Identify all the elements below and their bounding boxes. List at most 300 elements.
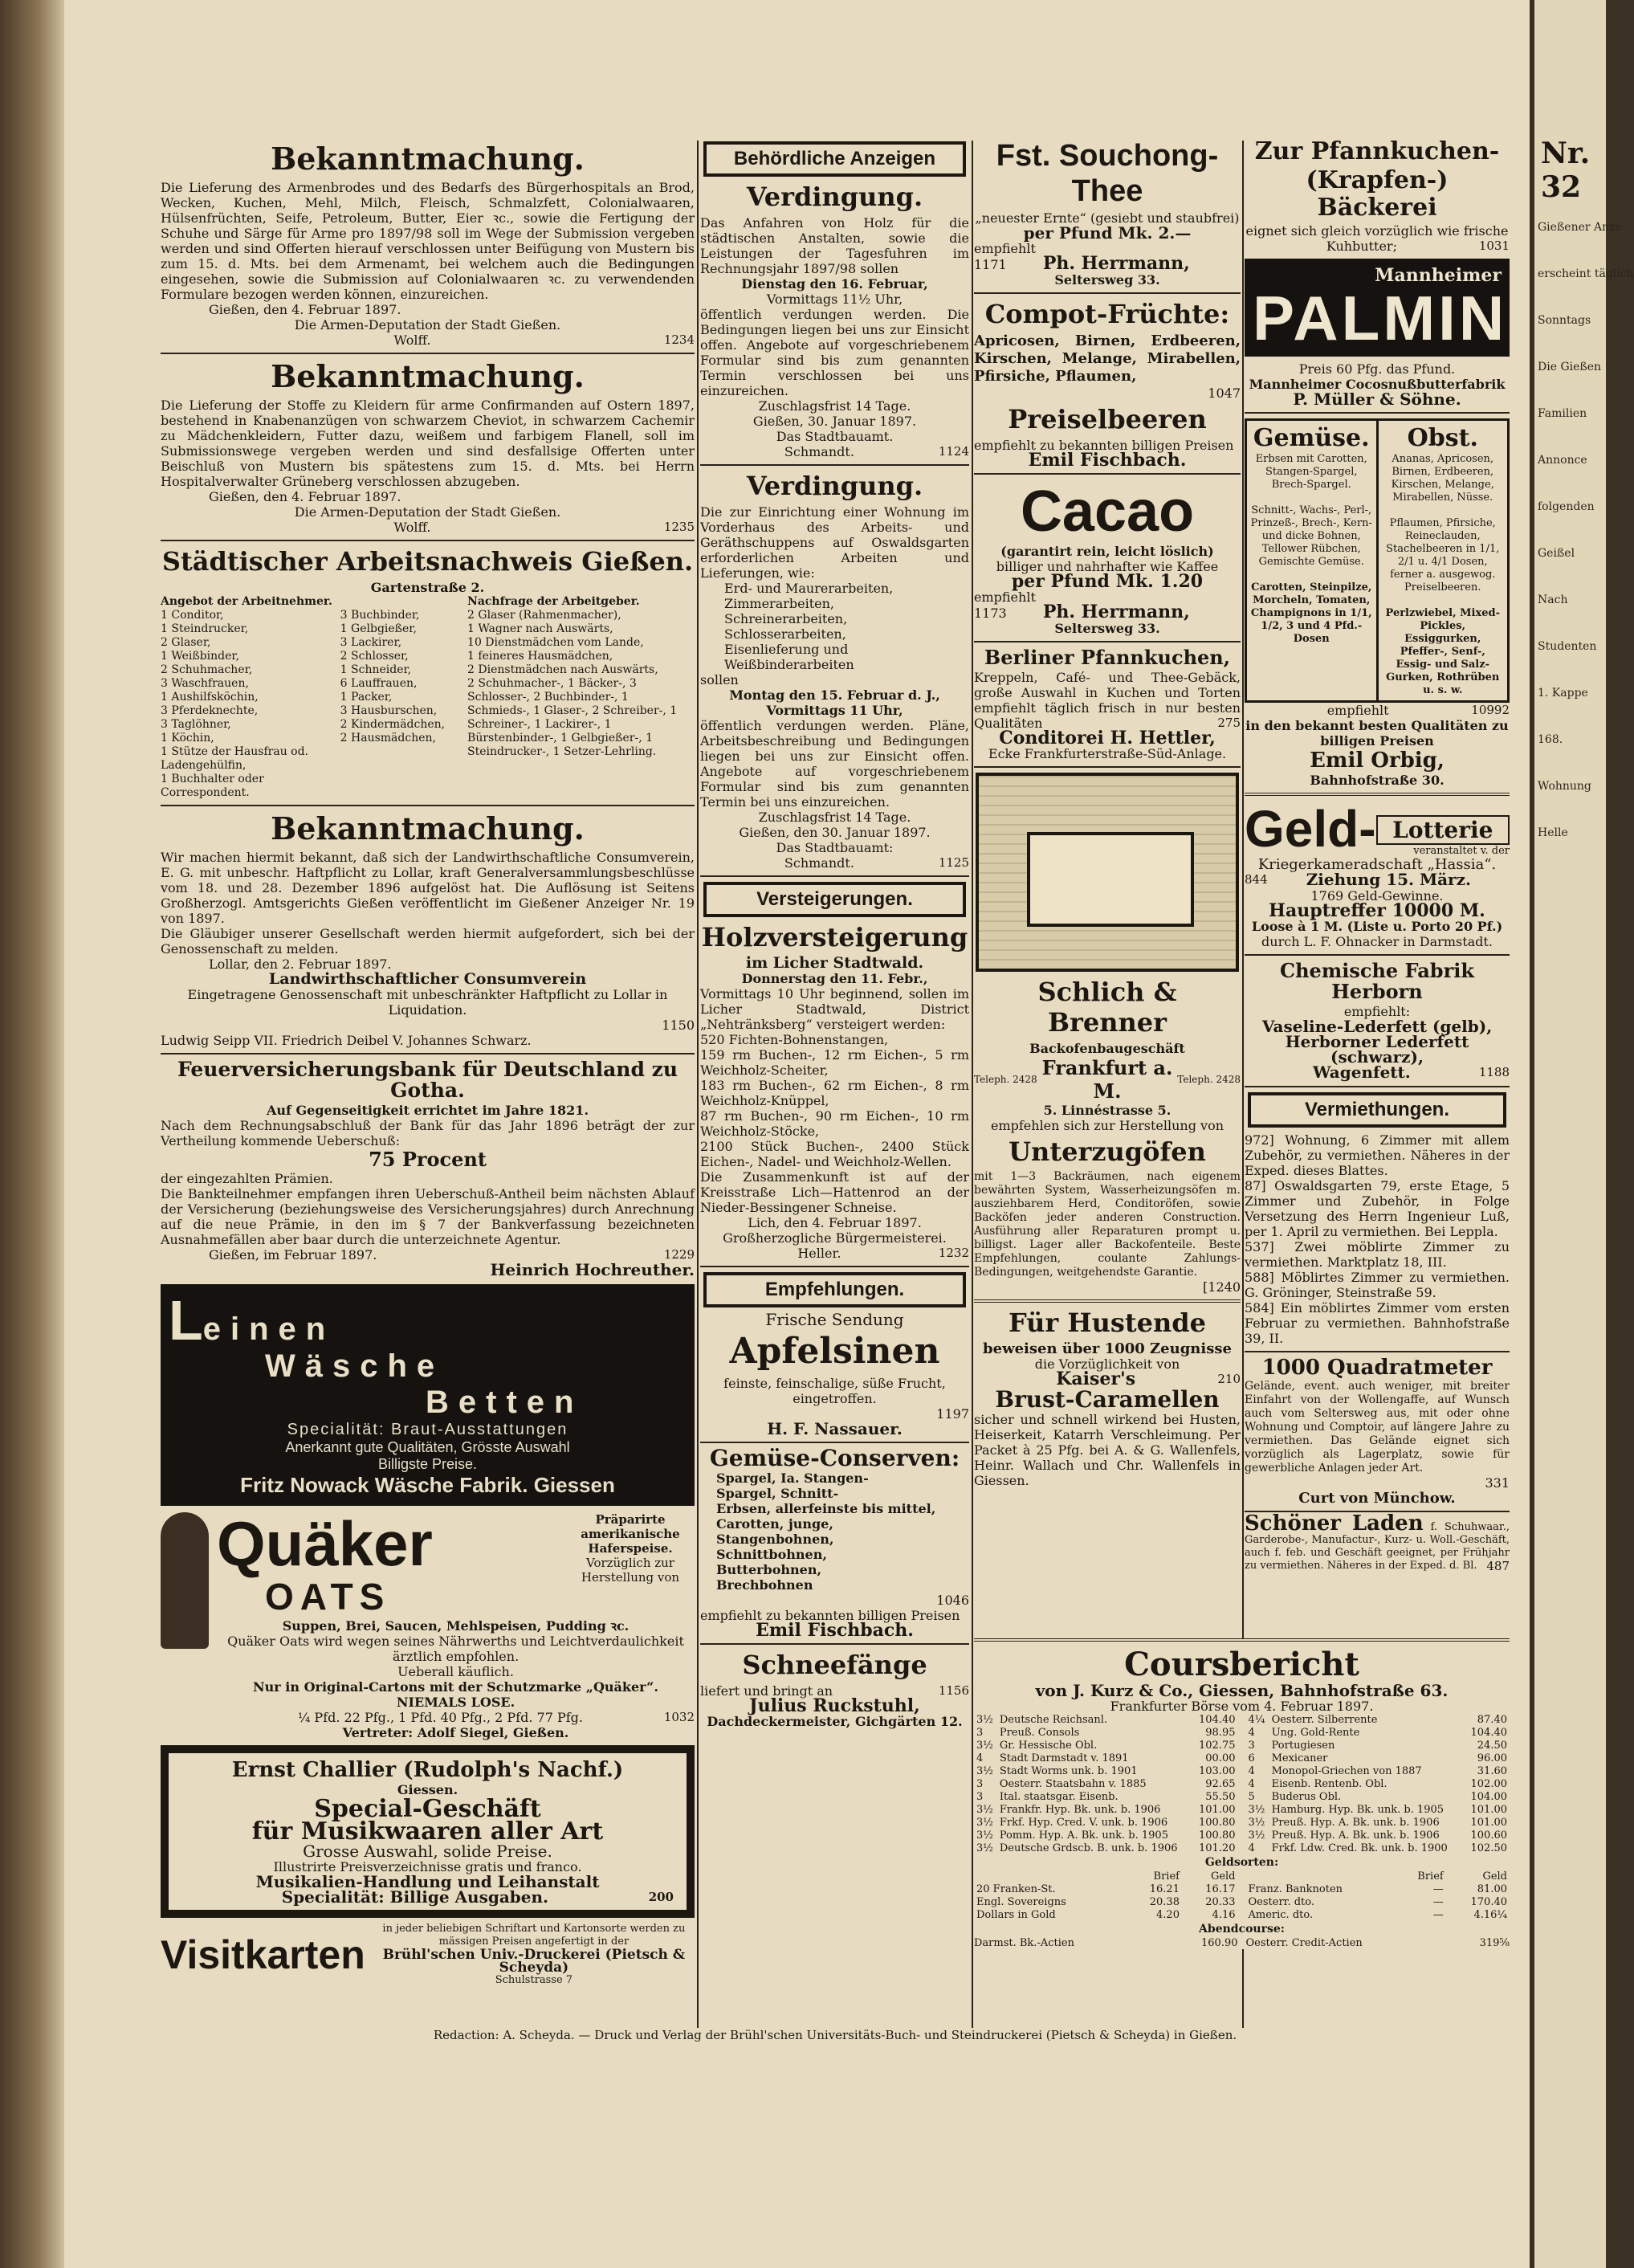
job-listing	[161, 595, 695, 800]
wood-lot-item: 520 Fichten-Bohnenstangen,	[700, 1032, 889, 1047]
ad-number: 1232	[938, 1246, 969, 1260]
vegetables-ad-line: empfiehlt	[1326, 703, 1389, 718]
job-offer-item: 1 Steindrucker,	[161, 622, 249, 635]
compote-ad-title: Compot-Früchte:	[984, 299, 1230, 329]
cacao-ad-address: Seltersweg 33.	[1054, 621, 1160, 636]
notice-org: Landwirthschaftlicher Consumverein	[268, 970, 587, 988]
notice-date: Lollar, den 2. Februar 1897.	[209, 957, 392, 972]
shop-ad	[1245, 1511, 1510, 1573]
stock-row	[974, 1765, 1238, 1778]
notice-signature: Das Stadtbauamt.	[776, 429, 894, 444]
lottery-draw-date: Ziehung 15. März.	[1306, 870, 1471, 889]
section-header: Empfehlungen.	[703, 1272, 966, 1307]
table-cell: 101.00	[1199, 1804, 1236, 1816]
table-cell: 100.80	[1199, 1829, 1236, 1842]
job-offer-item: 1 Stütze der Hausfrau od. Ladengehülfin,	[161, 745, 309, 772]
table-cell: 4	[1248, 1842, 1255, 1854]
imprint-footer: Redaction: A. Scheyda. — Druck und Verlag der Brühl'schen Universitäts-Buch- und Steindruckerei (Pietsch & Scheyda) in Gießen.	[433, 2028, 1237, 2042]
table-cell: 5	[1248, 1791, 1255, 1803]
table-cell: 103.00	[1199, 1765, 1236, 1777]
table-cell: Ital. staatsgar. Eisenb.	[999, 1791, 1119, 1803]
wood-lot-item: 87 rm Buchen-, 90 rm Eichen-, 10 rm Weichholz-Stöcke,	[700, 1108, 969, 1139]
quaker-tagline: Vorzüglich zur Herstellung von	[581, 1556, 680, 1585]
work-item: Erd- und Maurerarbeiten,	[724, 581, 894, 596]
linen-ad-word: Wäsche	[265, 1348, 445, 1384]
auction-date: Donnerstag den 11. Febr.,	[741, 971, 928, 986]
palmin-ad-price: Preis 60 Pfg. das Pfund.	[1298, 361, 1456, 377]
table-cell: 55.50	[1205, 1791, 1236, 1803]
tea-ad-address: Seltersweg 33.	[1054, 272, 1160, 288]
job-offer-item: 6 Lauffrauen,	[340, 677, 418, 690]
rental-listing: 584] Ein möblirtes Zimmer vom ersten Februar zu vermiethen. Bahnhofstraße 39, II.	[1245, 1300, 1510, 1346]
work-item: Schreinerarbeiten,	[724, 611, 848, 626]
evening-stock-name: Oesterr. Credit-Actien	[1245, 1937, 1363, 1949]
table-cell: 102.00	[1470, 1778, 1507, 1790]
notice-text: Wir machen hiermit bekannt, daß sich der Landwirthschaftliche Consumverein, E. G. mit unbeschr. Haftpflicht zu Lollar, kraft Generalversammlungsbeschlüsse vom 18. und 28. Dezember 1896 aufgelöst hat. Die Auflösung ist Seitens Großherzogl. Amtsgerichts Gießen veröffentlicht im Gießener Anzeiger Nr. 19 von 1897.	[161, 850, 695, 926]
stock-row	[1246, 1740, 1510, 1752]
linen-ad-word: Betten	[426, 1385, 584, 1420]
fruit-list: Ananas, Apricosen, Birnen, Erdbeeren, Kirschen, Melange, Mirabellen, Nüsse.	[1391, 453, 1494, 504]
auction-text: Vormittags 10 Uhr beginnend, sollen im Licher Stadtwald, District „Nehtränksberg“ versteigert werden:	[700, 986, 969, 1032]
conserve-item: Schnittbohnen,	[716, 1547, 827, 1562]
ad-number: 1156	[938, 1683, 969, 1698]
table-cell: 3½	[976, 1714, 993, 1726]
oven-ad-product: Unterzugöfen	[1009, 1136, 1206, 1167]
ad-number: 1234	[663, 332, 695, 347]
table-cell: 6	[1248, 1752, 1255, 1764]
vegetables-ad-line: in den bekannt besten Qualitäten zu billigen Preisen	[1245, 718, 1509, 749]
stock-row	[974, 1842, 1238, 1855]
lottery-line: 1769 Geld-Gewinne.	[1310, 888, 1444, 904]
table-cell: 4	[976, 1752, 984, 1764]
adjacent-page-fragment: Annonce	[1538, 454, 1587, 467]
table-cell: Stadt Worms unk. b. 1901	[999, 1765, 1138, 1777]
vegetables-heading: Gemüse.	[1253, 424, 1370, 452]
auction-signature: Großherzogliche Bürgermeisterei.	[723, 1230, 947, 1246]
conserves-ad-merchant: Emil Fischbach.	[756, 1620, 914, 1641]
table-cell: 16.17	[1205, 1883, 1236, 1895]
notice-text: Die Lieferung des Armenbrodes und des Bedarfs des Bürgerhospitals an Brod, Wecken, Kuchen, Mehl, Milch, Fleisch, Schmalzfett, Colonialwaaren, Hülsenfrüchten, Seife, Petroleum, Butter, Eier ꝛc., sowie die Fertigung der Schuhe und Särge für Arme pro 1897/98 soll im Wege der Submission vergeben werden und sind Offerten hierauf verschlossen unter Beifügung von Mustern bis zum 15. d. Mts. bei dem Armenamt, bei welchem auch die Bedingungen eingesehen, sowie die Submission auf Colonialwaaren ꝛc. zu verwendenden Formulare bezogen werden können, einzureichen.	[161, 180, 695, 302]
notice-name: Wolff.	[393, 332, 431, 348]
work-item: Weißbinderarbeiten	[724, 657, 854, 672]
notice-org-detail: Eingetragene Genossenschaft mit unbeschränkter Haftpflicht zu Lollar in Liquidation.	[187, 987, 668, 1018]
shop-ad-title: Schöner Laden	[1245, 1511, 1424, 1536]
table-cell: Stadt Darmstadt v. 1891	[999, 1752, 1129, 1764]
table-cell: 3½	[976, 1765, 993, 1777]
job-offer-item: 2 Hausmädchen,	[340, 732, 436, 744]
conserves-ad-title: Gemüse-Conserven:	[709, 1445, 960, 1471]
music-shop-line: Grosse Auswahl, solide Preise.	[303, 1842, 552, 1861]
music-shop-line: für Musikwaaren aller Art	[251, 1817, 604, 1846]
job-offer-item: 1 Conditor,	[161, 609, 224, 622]
notice-date: Dienstag den 16. Februar,	[741, 276, 928, 292]
palmin-logo-box	[1245, 259, 1510, 357]
table-cell: —	[1432, 1883, 1444, 1895]
palmin-ad-heading: (Krapfen-) Bäckerei	[1306, 166, 1449, 222]
notice-name: Heinrich Hochreuther.	[490, 1260, 695, 1279]
table-cell: Deutsche Reichsanl.	[999, 1714, 1108, 1726]
table-cell: 104.40	[1470, 1727, 1507, 1739]
quaker-text: Ueberall käuflich.	[397, 1664, 514, 1679]
notice-date: Gießen, 30. Januar 1897.	[752, 414, 917, 429]
table-cell: Oesterr. Staatsbahn v. 1885	[999, 1778, 1147, 1790]
table-cell: Dollars in Gold	[976, 1909, 1056, 1921]
table-cell: 3	[1248, 1740, 1255, 1752]
conserve-item: Carotten, junge,	[716, 1516, 833, 1532]
notice-text: öffentlich verdungen werden. Pläne, Arbeitsbeschreibung und Bedingungen liegen bei uns zur Einsicht offen. Angebote auf vorgeschriebenem Formular sind bis zum genannten Termin bei uns einzureichen.	[700, 718, 969, 810]
adjacent-page-fragment: 168.	[1538, 733, 1563, 746]
column-rule	[697, 141, 699, 2028]
stock-row	[974, 1752, 1238, 1765]
notice-text: der eingezahlten Prämien.	[161, 1171, 333, 1186]
stock-row	[974, 1778, 1238, 1791]
stock-row	[1246, 1791, 1510, 1804]
quaker-text: Nur in Original-Cartons mit der Schutzmarke „Quäker“.	[253, 1679, 658, 1695]
notice-date: Gießen, den 4. Februar 1897.	[209, 302, 401, 317]
adjacent-page-fragment: folgenden	[1538, 500, 1595, 513]
stock-currency-heading: Geldsorten:	[1204, 1856, 1279, 1869]
conserve-item: Butterbohnen,	[716, 1562, 822, 1577]
tea-ad-merchant: Ph. Herrmann,	[1042, 253, 1190, 274]
compote-ad-merchant: Emil Fischbach.	[1028, 450, 1187, 471]
wood-lot-item: 183 rm Buchen-, 62 rm Eichen-, 8 rm Weichholz-Knüppel,	[700, 1078, 969, 1108]
stock-row	[1246, 1842, 1510, 1855]
notice-title: Bekanntmachung.	[271, 141, 585, 177]
lottery-jackpot: Hauptreffer 10000 M.	[1269, 900, 1485, 921]
stock-row	[974, 1804, 1238, 1817]
notice-name: Schmandt.	[784, 444, 854, 459]
job-offer-item: 3 Hausburschen,	[340, 704, 438, 717]
linen-ad-company: Fritz Nowack Wäsche Fabrik. Giessen	[240, 1473, 615, 1497]
job-offer-item: 3 Buchbinder,	[340, 609, 420, 622]
job-offer-item: 1 Buchhalter oder Correspondent.	[161, 773, 264, 799]
ad-number: 1173	[974, 606, 1007, 621]
bakery-ad-merchant: Conditorei H. Hettler,	[999, 728, 1216, 749]
currency-row	[1246, 1883, 1510, 1896]
table-cell: Deutsche Grdscb. B. unk. b. 1906	[999, 1842, 1178, 1854]
table-cell: 104.40	[1199, 1714, 1236, 1726]
table-cell: 98.95	[1205, 1727, 1236, 1739]
job-offer-item: 1 Weißbinder,	[161, 650, 240, 663]
stock-row	[974, 1714, 1238, 1727]
section-header: Versteigerungen.	[703, 882, 966, 917]
cough-ad-title: Für Hustende	[1008, 1307, 1207, 1338]
table-cell: 3	[976, 1778, 984, 1790]
stock-row	[1246, 1714, 1510, 1727]
vegetables-ad-merchant: Emil Orbig,	[1310, 749, 1445, 773]
notice-signature: Die Armen-Deputation der Stadt Gießen.	[294, 504, 561, 520]
notice-title: Städtischer Arbeitsnachweis Gießen.	[161, 546, 694, 577]
ad-number: 1124	[938, 444, 969, 459]
job-demand-item: 2 Glaser (Rahmenmacher),	[467, 609, 621, 622]
cacao-ad-line: empfiehlt	[974, 589, 1036, 605]
cough-ad-text: sicher und schnell wirkend bei Husten, Heiserkeit, Katarrh Verschleimung. Per Packet à 25 Pfg. bei A. & G. Wallenfels, Heinr. Wallach und Chr. Wallenfels in Giessen.	[974, 1412, 1241, 1488]
work-item: Zimmerarbeiten,	[724, 596, 834, 611]
adjacent-page-fragment: Geißel	[1538, 547, 1575, 560]
job-offer-item: 1 Schneider,	[340, 663, 412, 676]
vegetables-ad-address: Bahnhofstraße 30.	[1310, 773, 1445, 788]
job-demand-item: 10 Dienstmädchen vom Lande,	[467, 636, 644, 649]
adjacent-page-fragment: Die Gießen	[1538, 361, 1602, 373]
fruit-list: Perlzwiebel, Mixed-Pickles, Essiggurken, Pfeffer-, Senf-, Essig- und Salz-Gurken, Rothrüben u. s. w.	[1385, 607, 1500, 696]
oven-ad-phone: Teleph. 2428	[974, 1074, 1037, 1085]
adjacent-page-number: Nr. 32	[1541, 137, 1591, 204]
auction-date: Lich, den 4. Februar 1897.	[748, 1215, 922, 1230]
adjacent-page-fragment: Familien	[1538, 407, 1587, 420]
oranges-ad-line: Frische Sendung	[765, 1310, 904, 1329]
adjacent-page-fragment: erscheint täglich	[1538, 267, 1634, 280]
table-cell: 3½	[1248, 1804, 1265, 1816]
quaker-oats-ad	[161, 1508, 695, 1740]
visiting-cards-title: Visitkarten	[161, 1932, 365, 1977]
stock-report-date: Frankfurter Börse vom 4. Februar 1897.	[1110, 1699, 1374, 1714]
linen-ad-line: Billigste Preise.	[377, 1456, 478, 1472]
notice-text: sollen	[700, 672, 739, 687]
table-cell: Preuß. Consols	[999, 1727, 1080, 1739]
notice-date: Montag den 15. Februar d. J., Vormittags 11 Uhr,	[729, 687, 940, 718]
table-cell: 4	[1248, 1765, 1255, 1777]
ad-number: 1032	[663, 1710, 695, 1724]
lottery-title-word: Lotterie	[1376, 815, 1510, 845]
palmin-ad-company: Mannheimer Cocosnußbutterfabrik	[1249, 377, 1506, 392]
vegetables-list: Carotten, Steinpilze, Morcheln, Tomaten, Champignons in 1/1, 1/2, 3 und 4 Pfd.-Dosen	[1250, 581, 1372, 645]
ad-number: 331	[1485, 1475, 1510, 1491]
auction-name: Heller.	[797, 1246, 841, 1261]
wood-lot-item: 2100 Stück Buchen-, 2400 Stück Eichen-, Nadel- und Weichholz-Wellen.	[700, 1139, 969, 1169]
lottery-ad	[1245, 801, 1510, 857]
palmin-ad-line: eignet sich gleich vorzüglich wie frische Kuhbutter;	[1245, 223, 1509, 254]
table-cell: Americ. dto.	[1248, 1909, 1314, 1921]
ad-number: 1150	[662, 1018, 695, 1033]
compote-ad-list: Apricosen, Birnen, Erdbeeren, Kirschen, Melange, Mirabellen, Pfirsiche, Pflaumen,	[974, 332, 1241, 385]
notice-title: Verdingung.	[746, 471, 923, 501]
notice-text: Die zur Einrichtung einer Wohnung im Vorderhaus des Arbeits- und Geräthschuppens auf Oswaldsgarten erforderlichen Arbeiten und Lieferungen, wie:	[700, 504, 969, 581]
table-cell: 3	[976, 1727, 984, 1739]
music-shop-line: Musikalien-Handlung und Leihanstalt	[255, 1872, 600, 1891]
table-cell: 3½	[976, 1804, 993, 1816]
adjacent-page-fragment: 1. Kappe	[1538, 687, 1588, 700]
notice-signature: Das Stadtbauamt:	[776, 840, 894, 855]
wood-lot-item: 159 rm Buchen-, 12 rm Eichen-, 5 rm Weichholz-Scheiter,	[700, 1047, 969, 1078]
table-cell	[1246, 1870, 1399, 1883]
ad-number: [1240	[1203, 1279, 1241, 1295]
table-cell: 31.60	[1477, 1765, 1507, 1777]
cough-ad-line: die Vorzüglichkeit von	[1034, 1356, 1180, 1372]
table-cell: 81.00	[1477, 1883, 1507, 1895]
table-cell: Preuß. Hyp. A. Bk. unk. b. 1906	[1271, 1829, 1440, 1842]
table-cell: 96.00	[1477, 1752, 1507, 1764]
palmin-ad-owner: P. Müller & Söhne.	[1293, 390, 1461, 409]
quaker-prices: ¼ Pfd. 22 Pfg., 1 Pfd. 40 Pfg., 2 Pfd. 77 Pfg.	[297, 1710, 583, 1725]
ad-number: 200	[648, 1890, 674, 1904]
stock-report-title: Coursbericht	[1124, 1646, 1359, 1683]
linen-ad	[161, 1284, 695, 1506]
table-cell: Monopol-Griechen von 1887	[1271, 1765, 1422, 1777]
table-cell: 3½	[976, 1842, 993, 1854]
notice-name: Wolff.	[393, 520, 431, 535]
column-rule	[972, 141, 973, 2028]
ad-number: 1125	[938, 855, 969, 870]
table-cell: 87.40	[1477, 1714, 1507, 1726]
cough-ad-brand: Kaiser's	[1056, 1369, 1136, 1389]
table-cell: Eisenb. Rentenb. Obl.	[1271, 1778, 1387, 1790]
table-cell: Frkf. Hyp. Cred. V. unk. b. 1906	[999, 1817, 1168, 1829]
visiting-cards-printer: Brühl'schen Univ.-Druckerei (Pietsch & Scheyda)	[382, 1947, 686, 1976]
notice-title: Verdingung.	[746, 182, 923, 212]
column-1	[161, 137, 695, 1987]
quaker-text: NIEMALS LOSE.	[396, 1695, 515, 1710]
notice-subtitle: Auf Gegenseitigkeit errichtet im Jahre 1821.	[266, 1103, 589, 1118]
table-cell: Buderus Obl.	[1271, 1791, 1342, 1803]
bakery-ad-address: Ecke Frankfurterstraße-Süd-Anlage.	[988, 746, 1227, 761]
job-offer-item: 2 Kindermädchen,	[340, 718, 446, 731]
table-cell: Oesterr. dto.	[1248, 1896, 1314, 1908]
notice-title: Bekanntmachung.	[271, 358, 585, 394]
quaker-agent: Vertreter: Adolf Siegel, Gießen.	[342, 1725, 569, 1740]
shop-ad-text: f. Schuhwaar., Garderobe-, Manufactur-, Kurz- u. Woll.-Geschäft, auch f. feb. und Geschäft geeignet, per Frühjahr zu vermiethen. Näheres in der Exped. d. Bl.	[1245, 1521, 1510, 1572]
linen-ad-word: einen	[202, 1311, 336, 1347]
stock-evening-heading: Abendcourse:	[1199, 1923, 1285, 1936]
notice-deadline: Zuschlagsfrist 14 Tage.	[758, 810, 911, 825]
notice-text: Das Anfahren von Holz für die städtischen Anstalten, sowie die Leistungen der Tagesfuhren im Rechnungsjahr 1897/98 sollen	[700, 215, 969, 276]
ad-number: 10992	[1471, 703, 1510, 717]
quaker-text: Quäker Oats wird wegen seines Nährwerths und Leichtverdaulichkeit ärztlich empfohlen.	[227, 1634, 684, 1664]
ad-number: 1031	[1478, 239, 1510, 253]
evening-stock-value: 319⅝	[1479, 1937, 1510, 1949]
lottery-organizer: Kriegerkameradschaft „Hassia“.	[1257, 856, 1497, 873]
visiting-cards-address: Schulstrasse 7	[495, 1974, 573, 1986]
oven-ad-phone: Teleph. 2428	[1177, 1074, 1241, 1085]
lottery-title: Geld-	[1245, 800, 1376, 858]
ad-number: 1229	[663, 1247, 695, 1262]
table-cell: 00.00	[1205, 1752, 1236, 1764]
ad-number: 1188	[1478, 1065, 1510, 1079]
stock-row	[1246, 1804, 1510, 1817]
stock-row	[1246, 1765, 1510, 1778]
notice-names: Ludwig Seipp VII. Friedrich Deibel V. Johannes Schwarz.	[161, 1033, 532, 1048]
visiting-cards-ad	[161, 1923, 695, 1987]
rental-listing: 588] Möblirtes Zimmer zu vermiethen. G. Gröninger, Steinstraße 59.	[1245, 1270, 1510, 1300]
job-offer-item: 3 Taglöhner,	[161, 718, 231, 731]
work-item: Eisenlieferung und	[724, 642, 849, 657]
music-shop-name: Ernst Challier (Rudolph's Nachf.)	[231, 1758, 624, 1782]
notice-deadline: Zuschlagsfrist 14 Tage.	[758, 398, 911, 414]
vegetables-fruit-ad	[1245, 418, 1510, 703]
currency-table-left	[974, 1870, 1238, 1922]
ad-number: 1235	[663, 520, 695, 534]
ad-number: 1197	[936, 1406, 969, 1422]
conserves-ad-line: empfiehlt zu bekannten billigen Preisen	[700, 1608, 960, 1623]
stock-row	[974, 1829, 1238, 1842]
tea-ad-price: per Pfund Mk. 2.—	[1023, 223, 1192, 243]
conserve-item: Spargel, Schnitt-	[716, 1486, 839, 1501]
book-spine	[0, 0, 64, 2268]
table-cell: 3½	[1248, 1817, 1265, 1829]
currency-table-right	[1246, 1870, 1510, 1922]
cacao-ad-line: (garantirt rein, leicht löslich)	[1000, 544, 1214, 559]
cacao-ad-title: Cacao	[1020, 479, 1195, 544]
table-cell: 102.50	[1470, 1842, 1507, 1854]
music-shop-line: Specialität: Billige Ausgaben.	[281, 1887, 548, 1907]
evening-stock-name: Darmst. Bk.-Actien	[974, 1937, 1074, 1949]
conserve-item: Brechbohnen	[716, 1577, 813, 1593]
adjacent-page-fragment: Helle	[1538, 826, 1568, 839]
table-cell: Hamburg. Hyp. Bk. unk. b. 1905	[1271, 1804, 1445, 1816]
notice-text: Die Gläubiger unserer Gesellschaft werden hiermit aufgefordert, sich bei der Genossenschaft zu melden.	[161, 926, 695, 957]
table-cell	[974, 1870, 1126, 1883]
vegetables-list: Schnitt-, Wachs-, Perl-, Prinzeß-, Brech-, Kern- und dicke Bohnen, Tellower Rübchen, Gemischte Gemüse.	[1250, 504, 1372, 568]
table-cell: 20.33	[1205, 1896, 1236, 1908]
table-cell: 101.00	[1470, 1804, 1507, 1816]
stock-report-issuer: von J. Kurz & Co., Giessen, Bahnhofstraße 63.	[1035, 1681, 1449, 1700]
auction-title: Holzversteigerung	[701, 922, 968, 952]
chemical-ad-product: Wagenfett.	[1313, 1063, 1411, 1082]
notice-name: Schmandt.	[784, 855, 854, 871]
music-shop-line: Illustrirte Preisverzeichnisse gratis und franco.	[273, 1859, 582, 1874]
adjacent-page-fragment: Gießener Anze	[1538, 221, 1622, 234]
adjacent-page-fragment: Nach	[1538, 594, 1568, 606]
table-cell: 20.38	[1149, 1896, 1180, 1908]
notice-date: Gießen, den 30. Januar 1897.	[739, 825, 931, 840]
conserve-item: Erbsen, allerfeinste bis mittel,	[716, 1501, 936, 1516]
chemical-ad-product: Vaseline-Lederfett (gelb),	[1261, 1017, 1493, 1036]
adjacent-page-fragment: Studenten	[1538, 640, 1597, 653]
oranges-ad-title: Apfelsinen	[729, 1331, 940, 1372]
currency-column-header: Geld	[1482, 1870, 1507, 1883]
quaker-text: Suppen, Brei, Saucen, Mehlspeisen, Pudding ꝛc.	[282, 1618, 630, 1634]
table-cell: 3	[976, 1791, 984, 1803]
quaker-tagline: Präparirte amerikanische Haferspeise.	[581, 1512, 680, 1556]
chemical-ad-line: empfiehlt:	[1343, 1004, 1411, 1019]
column-3	[974, 137, 1241, 1488]
table-cell: 100.60	[1470, 1829, 1507, 1842]
adjacent-page	[1530, 0, 1634, 2268]
ad-number: 487	[1486, 1559, 1510, 1573]
table-cell: 3½	[976, 1817, 993, 1829]
evening-stock-value: 160.90	[1201, 1937, 1238, 1949]
chemical-ad-product: Herborner Lederfett (schwarz),	[1285, 1032, 1469, 1067]
stock-report	[974, 1638, 1510, 1949]
column-4	[1245, 137, 1510, 1573]
job-offer-item: 1 Packer,	[340, 691, 393, 704]
oranges-ad-line: feinste, feinschalige, süße Frucht, eingetroffen.	[723, 1376, 946, 1406]
stock-row	[1246, 1752, 1510, 1765]
notice-title: Feuerversicherungsbank für Deutschland zu Gotha.	[177, 1058, 678, 1102]
tea-ad-title: Fst. Souchong-Thee	[996, 139, 1219, 208]
notice-signature: Die Armen-Deputation der Stadt Gießen.	[294, 317, 561, 332]
conserve-item: Spargel, Ia. Stangen-	[716, 1471, 869, 1486]
stock-row	[1246, 1829, 1510, 1842]
cacao-ad-line: billiger und nahrhafter wie Kaffee	[996, 559, 1219, 574]
section-header: Behördliche Anzeigen	[703, 141, 966, 177]
job-offer-item: 1 Gelbgießer,	[340, 622, 417, 635]
table-cell: 3½	[976, 1829, 993, 1842]
notice-text: Die Bankteilnehmer empfangen ihren Ueberschuß-Antheil beim nächsten Ablauf der Versicherung (beziehungsweise des Versicherungsjahres) durch Anrechnung auf die neue Prämie, in den im § 7 der Bankverfassung bezeichneten Ausnahmefällen aber baar durch die unterzeichnete Agentur.	[161, 1186, 695, 1247]
notice-date: Gießen, den 4. Februar 1897.	[209, 489, 401, 504]
ad-number: 275	[1217, 716, 1241, 730]
oven-illustration-image	[976, 773, 1239, 972]
stock-row	[1246, 1727, 1510, 1740]
oven-ad-title: Schlich & Brenner	[1037, 977, 1177, 1038]
table-cell: 4¼	[1248, 1714, 1265, 1726]
table-cell: 3½	[976, 1740, 993, 1752]
ad-number: 1047	[1208, 385, 1241, 401]
palmin-logo-city: Mannheimer	[1375, 265, 1502, 286]
ad-number: 210	[1217, 1372, 1241, 1386]
lottery-price: Loose à 1 M. (Liste u. Porto 20 Pf.)	[1251, 919, 1503, 934]
notice-percent: 75 Procent	[369, 1148, 487, 1171]
adjacent-page-fragment: Sonntags	[1538, 314, 1591, 327]
